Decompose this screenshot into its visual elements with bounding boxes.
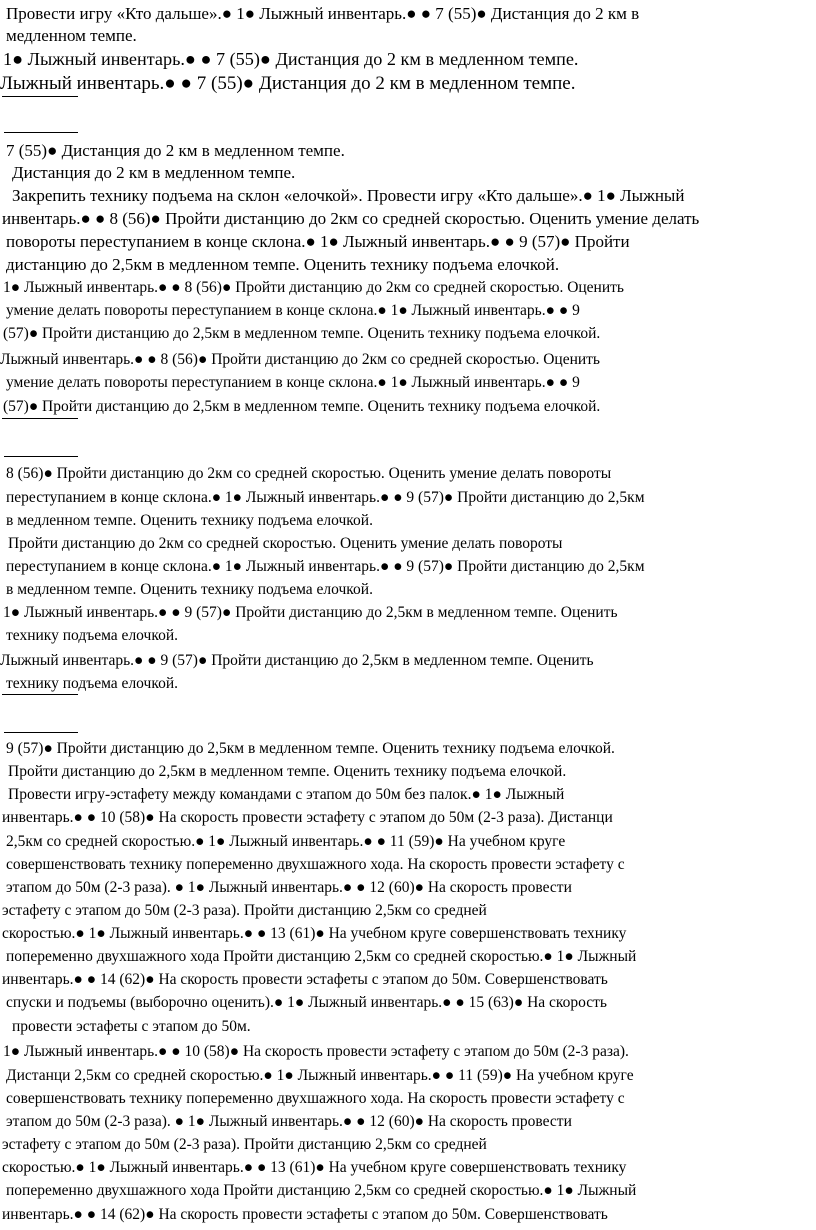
section-rule: [4, 732, 78, 733]
text-line: инвентарь.● ● 10 (58)● На скорость провести эстафету с этапом до 50м (2-3 раза). Дистанци: [2, 809, 613, 826]
section-rule: [4, 456, 78, 457]
underline-rule: [2, 96, 78, 97]
text-line: совершенствовать технику попеременно двухшажного хода. На скорость провести эстафету с: [6, 1090, 625, 1107]
text-line: совершенствовать технику попеременно двухшажного хода. На скорость провести эстафету с: [6, 856, 625, 873]
text-line: этапом до 50м (2-3 раза). ● 1● Лыжный инвентарь.● ● 12 (60)● На скорость провести: [6, 879, 572, 896]
text-line: 9 (57)● Пройти дистанцию до 2,5км в медленном темпе. Оценить технику подъема елочкой.: [6, 740, 615, 757]
text-line: переступанием в конце склона.● 1● Лыжный инвентарь.● ● 9 (57)● Пройти дистанцию до 2,5км: [6, 558, 645, 575]
text-line: попеременно двухшажного хода Пройти дистанцию 2,5км со средней скоростью.● 1● Лыжный: [6, 948, 637, 965]
text-line: умение делать повороты переступанием в конце склона.● 1● Лыжный инвентарь.● ● 9: [6, 302, 580, 319]
text-line: инвентарь.● ● 8 (56)● Пройти дистанцию до 2км со средней скоростью. Оценить умение делать: [2, 209, 700, 228]
underline-rule: [2, 418, 78, 419]
text-line: 1● Лыжный инвентарь.● ● 8 (56)● Пройти дистанцию до 2км со средней скоростью. Оценить: [3, 279, 624, 296]
section-rule: [4, 132, 78, 133]
text-line: Лыжный инвентарь.● ● 8 (56)● Пройти дистанцию до 2км со средней скоростью. Оценить: [0, 351, 601, 368]
text-line: скоростью.● 1● Лыжный инвентарь.● ● 13 (61)● На учебном круге совершенствовать технику: [2, 925, 627, 942]
text-line: Дистанци 2,5км со средней скоростью.● 1● Лыжный инвентарь.● ● 11 (59)● На учебном круге: [6, 1067, 634, 1084]
text-line: Лыжный инвентарь.● ● 9 (57)● Пройти дистанцию до 2,5км в медленном темпе. Оценить: [0, 652, 594, 669]
text-line: Дистанция до 2 км в медленном темпе.: [12, 163, 296, 182]
text-line: 7 (55)● Дистанция до 2 км в медленном темпе.: [6, 141, 345, 160]
text-line: технику подъема елочкой.: [6, 675, 178, 692]
text-line: Пройти дистанцию до 2км со средней скоростью. Оценить умение делать повороты: [8, 535, 563, 552]
text-line: дистанцию до 2,5км в медленном темпе. Оценить технику подъема елочкой.: [6, 255, 560, 274]
text-line: повороты переступанием в конце склона.● 1● Лыжный инвентарь.● ● 9 (57)● Пройти: [6, 232, 630, 251]
text-line: этапом до 50м (2-3 раза). ● 1● Лыжный инвентарь.● ● 12 (60)● На скорость провести: [6, 1113, 572, 1130]
text-line: Провести игру «Кто дальше».● 1● Лыжный инвентарь.● ● 7 (55)● Дистанция до 2 км в: [6, 4, 640, 23]
text-line: 1● Лыжный инвентарь.● ● 9 (57)● Пройти дистанцию до 2,5км в медленном темпе. Оценить: [3, 604, 618, 621]
text-line: 1● Лыжный инвентарь.● ● 10 (58)● На скорость провести эстафету с этапом до 50м (2-3 раза).: [3, 1043, 629, 1060]
text-line: спуски и подъемы (выборочно оценить).● 1● Лыжный инвентарь.● ● 15 (63)● На скорость: [6, 994, 607, 1011]
text-line: в медленном темпе. Оценить технику подъема елочкой.: [6, 512, 373, 529]
text-line: попеременно двухшажного хода Пройти дистанцию 2,5км со средней скоростью.● 1● Лыжный: [6, 1182, 637, 1199]
text-line: технику подъема елочкой.: [6, 627, 178, 644]
text-line: умение делать повороты переступанием в конце склона.● 1● Лыжный инвентарь.● ● 9: [6, 374, 580, 391]
text-line: Закрепить технику подъема на склон «елочкой». Провести игру «Кто дальше».● 1● Лыжный: [12, 186, 685, 205]
text-line: Лыжный инвентарь.● ● 7 (55)● Дистанция до 2 км в медленном темпе.: [0, 73, 576, 94]
text-line: скоростью.● 1● Лыжный инвентарь.● ● 13 (61)● На учебном круге совершенствовать технику: [2, 1159, 627, 1176]
text-line: Пройти дистанцию до 2,5км в медленном темпе. Оценить технику подъема елочкой.: [8, 763, 567, 780]
text-line: эстафету с этапом до 50м (2-3 раза). Пройти дистанцию 2,5км со средней: [2, 902, 487, 919]
text-line: медленном темпе.: [6, 26, 137, 45]
text-line: эстафету с этапом до 50м (2-3 раза). Пройти дистанцию 2,5км со средней: [2, 1136, 487, 1153]
text-line: провести эстафеты с этапом до 50м.: [12, 1018, 251, 1035]
text-line: (57)● Пройти дистанцию до 2,5км в медленном темпе. Оценить технику подъема елочкой.: [3, 325, 601, 342]
text-line: в медленном темпе. Оценить технику подъема елочкой.: [6, 581, 373, 598]
text-line: инвентарь.● ● 14 (62)● На скорость провести эстафеты с этапом до 50м. Совершенствовать: [2, 971, 608, 988]
text-line: 8 (56)● Пройти дистанцию до 2км со средней скоростью. Оценить умение делать повороты: [6, 465, 612, 482]
text-line: (57)● Пройти дистанцию до 2,5км в медленном темпе. Оценить технику подъема елочкой.: [3, 398, 601, 415]
text-line: переступанием в конце склона.● 1● Лыжный инвентарь.● ● 9 (57)● Пройти дистанцию до 2,5км: [6, 489, 645, 506]
underline-rule: [2, 694, 78, 695]
text-line: инвентарь.● ● 14 (62)● На скорость провести эстафеты с этапом до 50м. Совершенствовать: [2, 1206, 608, 1223]
text-line: 2,5км со средней скоростью.● 1● Лыжный инвентарь.● ● 11 (59)● На учебном круге: [6, 833, 566, 850]
text-line: Провести игру-эстафету между командами с этапом до 50м без палок.● 1● Лыжный: [8, 786, 565, 803]
text-line: 1● Лыжный инвентарь.● ● 7 (55)● Дистанция до 2 км в медленном темпе.: [3, 49, 579, 69]
